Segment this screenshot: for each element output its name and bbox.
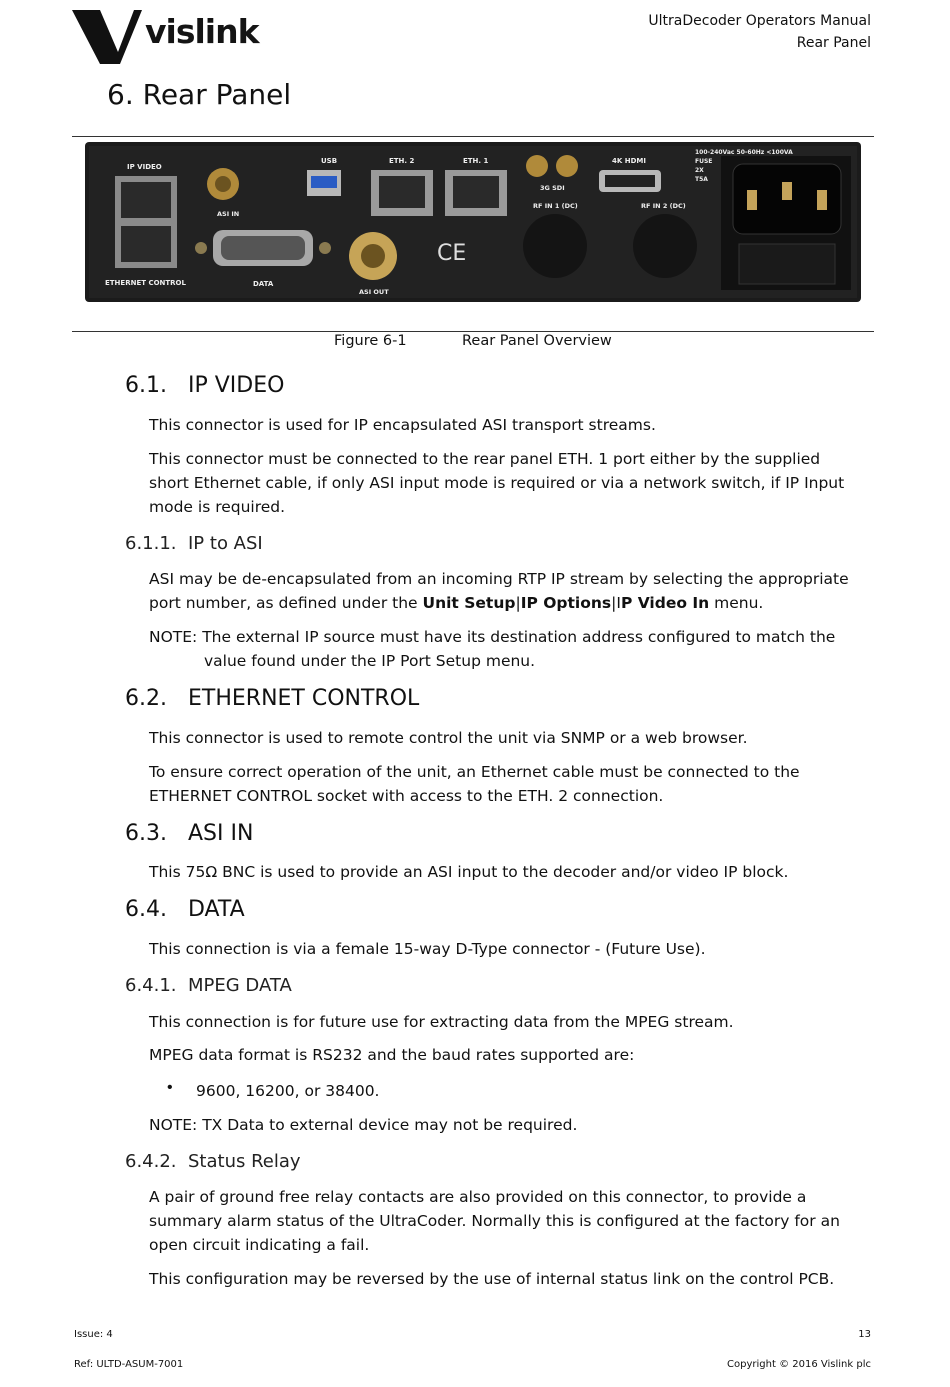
paragraph-line: open circuit indicating a fail. [149, 1236, 370, 1254]
menu-separator: |I [611, 594, 621, 612]
note-line: NOTE: The external IP source must have its destination address configured to match the [149, 628, 836, 646]
issue-number: Issue: 4 [74, 1329, 113, 1340]
top-rule [72, 136, 874, 137]
heading-number: 6.2. [125, 686, 167, 711]
label-fuse: FUSE [695, 158, 713, 165]
heading-6-4 [125, 897, 245, 922]
ce-mark: CE [437, 241, 467, 266]
paragraph-line [149, 591, 861, 615]
note: NOTE: TX Data to external device may not be required. [149, 1116, 578, 1134]
brand-wordmark: vislink [145, 12, 259, 51]
menu-path-ip-options: IP Options [520, 594, 612, 612]
paragraph [149, 567, 861, 615]
paragraph: This 75Ω BNC is used to provide an ASI input to the decoder and/or video IP block. [149, 863, 789, 881]
paragraph-line: short Ethernet cable, if only ASI input mode is required or via a network switch, if IP Input [149, 474, 845, 492]
document-reference: Ref: ULTD-ASUM-7001 [74, 1359, 184, 1370]
label-rf-in-2: RF IN 2 (DC) [641, 202, 686, 210]
menu-path-ip-video-in: P Video In [620, 594, 710, 612]
paragraph-line: A pair of ground free relay contacts are also provided on this connector, to provide a [149, 1188, 807, 1206]
label-eth1: ETH. 1 [463, 157, 489, 165]
paragraph: This connection is via a female 15-way D-Type connector - (Future Use). [149, 940, 706, 958]
paragraph-line: ETHERNET CONTROL socket with access to the ETH. 2 connection. [149, 787, 664, 805]
figure-bottom-rule [72, 331, 874, 332]
sdi-bnc-1 [526, 155, 548, 177]
label-usb: USB [321, 157, 338, 165]
heading-number: 6.4.1. [125, 975, 177, 996]
label-eth2: ETH. 2 [389, 157, 415, 165]
chapter-title: 6. Rear Panel [107, 78, 292, 111]
rf-in-1-blank [523, 214, 587, 278]
heading-6-3 [125, 821, 253, 846]
menu-path-unit-setup: Unit Setup [422, 594, 516, 612]
label-power-rating: 100-240Vac 50-60Hz <100VA [695, 149, 793, 156]
label-ip-video: IP VIDEO [127, 163, 162, 171]
sdi-bnc-2 [556, 155, 578, 177]
heading-number: 6.1.1. [125, 533, 177, 554]
copyright-notice: Copyright © 2016 Vislink plc [727, 1359, 871, 1370]
figure-title: Rear Panel Overview [462, 333, 612, 349]
heading-number: 6.1. [125, 373, 167, 398]
note-line: value found under the IP Port Setup menu. [204, 652, 536, 670]
paragraph [149, 447, 861, 519]
paragraph-line: To ensure correct operation of the unit, an Ethernet cable must be connected to the [149, 763, 800, 781]
heading-title: MPEG DATA [188, 975, 292, 996]
section-name: Rear Panel [796, 35, 871, 51]
label-asi-out: ASI OUT [359, 288, 389, 296]
paragraph-line: ASI may be de-encapsulated from an incoming RTP IP stream by selecting the appropriate [149, 570, 849, 588]
label-asi-in: ASI IN [217, 210, 240, 218]
text-run: port number, as defined under the [149, 594, 423, 612]
label-sdi: 3G SDI [540, 184, 565, 192]
heading-6-1 [125, 373, 284, 398]
paragraph: MPEG data format is RS232 and the baud rates supported are: [149, 1046, 635, 1064]
bullet-icon: • [167, 1079, 173, 1096]
heading-6-1-1 [125, 533, 263, 554]
label-ethernet-control: ETHERNET CONTROL [105, 279, 186, 287]
heading-title: ASI IN [188, 821, 254, 846]
heading-6-4-2 [125, 1151, 301, 1172]
heading-title: ETHERNET CONTROL [188, 686, 420, 711]
label-data: DATA [253, 280, 274, 288]
heading-title: DATA [188, 897, 245, 922]
note [149, 625, 861, 673]
page-number: 13 [858, 1329, 871, 1340]
manual-title: UltraDecoder Operators Manual [648, 13, 871, 29]
label-fuse-rating: T5A [695, 176, 708, 183]
paragraph: This connector is used to remote control the unit via SNMP or a web browser. [149, 729, 748, 747]
label-rf-in-1: RF IN 1 (DC) [533, 202, 578, 210]
heading-6-2 [125, 686, 419, 711]
paragraph [149, 760, 861, 808]
bullet-item: 9600, 16200, or 38400. [196, 1082, 380, 1100]
heading-title: IP VIDEO [188, 373, 285, 398]
menu-separator: | [515, 594, 521, 612]
label-hdmi: 4K HDMI [612, 157, 646, 165]
text-run: menu. [709, 594, 764, 612]
heading-6-4-1 [125, 975, 292, 996]
label-fuse-count: 2X [695, 167, 704, 174]
running-header [648, 10, 871, 54]
paragraph-line: This connector must be connected to the rear panel ETH. 1 port either by the supplied [149, 450, 821, 468]
heading-number: 6.4. [125, 897, 167, 922]
paragraph: This connector is used for IP encapsulated ASI transport streams. [149, 416, 656, 434]
paragraph [149, 1185, 861, 1257]
rear-panel-photo [85, 142, 861, 302]
heading-title: Status Relay [188, 1151, 301, 1172]
heading-number: 6.3. [125, 821, 167, 846]
paragraph-line: mode is required. [149, 498, 286, 516]
paragraph-line: summary alarm status of the UltraCoder. Normally this is configured at the factory for an [149, 1212, 840, 1230]
paragraph: This configuration may be reversed by the use of internal status link on the control PCB. [149, 1270, 835, 1288]
figure-number: Figure 6-1 [334, 333, 407, 349]
rf-in-2-blank [633, 214, 697, 278]
heading-title: IP to ASI [188, 533, 263, 554]
paragraph: This connection is for future use for extracting data from the MPEG stream. [149, 1013, 734, 1031]
heading-number: 6.4.2. [125, 1151, 177, 1172]
